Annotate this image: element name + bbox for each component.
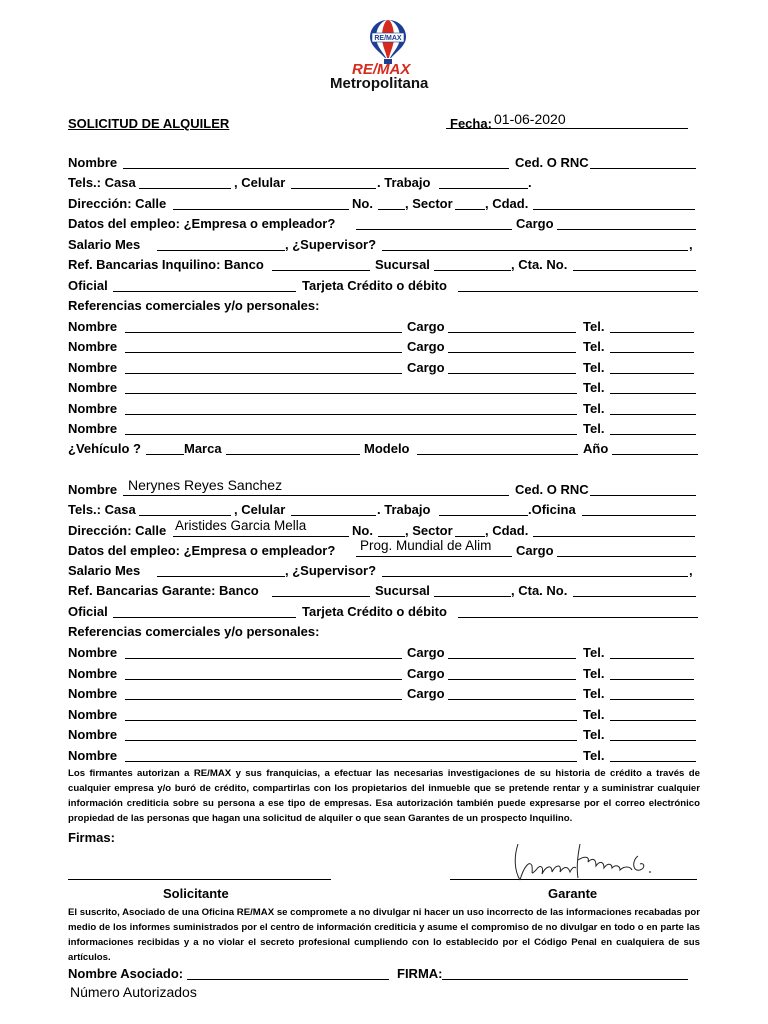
gar-cta-label: , Cta. No. — [511, 583, 568, 598]
nombre-asociado-field[interactable] — [187, 979, 389, 980]
inq-direccion-label: Dirección: Calle — [68, 196, 167, 211]
inq-ref4-tel-label: Tel. — [583, 380, 605, 395]
inq-celular-field[interactable] — [291, 188, 376, 189]
inq-referencias-heading: Referencias comerciales y/o personales: — [68, 298, 320, 313]
gar-ref5-nombre-label: Nombre — [68, 727, 118, 742]
gar-ref5-tel-field[interactable] — [610, 740, 696, 741]
nombre-asociado-label: Nombre Asociado: — [68, 966, 184, 981]
gar-casa-field[interactable] — [139, 515, 231, 516]
gar-salario-field[interactable] — [157, 576, 285, 577]
inq-ref6-tel-field[interactable] — [610, 434, 696, 435]
gar-ref4-tel-field[interactable] — [610, 720, 696, 721]
gar-ref3-tel-field[interactable] — [610, 699, 694, 700]
inq-ref3-cargo-label: Cargo — [407, 360, 445, 375]
inq-ref3-nombre-label: Nombre — [68, 360, 118, 375]
gar-ref2-cargo-label: Cargo — [407, 666, 445, 681]
gar-ced-label: Ced. O RNC — [515, 482, 589, 497]
inq-celular-label: , Celular — [234, 175, 286, 190]
brand-name: RE/MAX — [352, 61, 411, 78]
inq-cdad-field[interactable] — [533, 209, 695, 210]
inq-oficial-label: Oficial — [68, 278, 108, 293]
garante-signature — [500, 836, 660, 884]
gar-supervisor-label: , ¿Supervisor? — [285, 563, 377, 578]
gar-ref4-nombre-label: Nombre — [68, 707, 118, 722]
brand-subtitle: Metropolitana — [330, 75, 429, 92]
inq-casa-field[interactable] — [139, 188, 231, 189]
gar-no-field[interactable] — [378, 536, 405, 537]
numero-autorizados: Número Autorizados — [70, 984, 197, 1000]
inq-cdad-label: , Cdad. — [485, 196, 529, 211]
gar-empresa-field[interactable]: Prog. Mundial de Alim — [360, 538, 492, 553]
inq-nombre-label: Nombre — [68, 155, 118, 170]
gar-ref1-tel-label: Tel. — [583, 645, 605, 660]
inq-ref6-tel-label: Tel. — [583, 421, 605, 436]
gar-ced-field[interactable] — [590, 495, 696, 496]
inq-ref6-nombre-label: Nombre — [68, 421, 118, 436]
inq-cta-label: , Cta. No. — [511, 257, 568, 272]
gar-oficial-label: Oficial — [68, 604, 108, 619]
gar-trabajo-field[interactable] — [439, 515, 528, 516]
gar-supervisor-field[interactable] — [382, 576, 688, 577]
vehiculo-field[interactable] — [146, 454, 184, 455]
gar-ref6-nombre-field[interactable] — [125, 761, 577, 762]
anio-field[interactable] — [612, 454, 698, 455]
inq-trabajo-label: . Trabajo — [377, 175, 431, 190]
gar-tarjeta-field[interactable] — [458, 617, 698, 618]
inq-oficial-field[interactable] — [113, 291, 296, 292]
inq-tels-end: . — [528, 175, 532, 190]
gar-cargo-field[interactable] — [557, 556, 696, 557]
modelo-field[interactable] — [417, 454, 578, 455]
marca-field[interactable] — [226, 454, 360, 455]
gar-ref1-nombre-label: Nombre — [68, 645, 118, 660]
inq-ref5-nombre-field[interactable] — [125, 414, 577, 415]
gar-ref1-cargo-label: Cargo — [407, 645, 445, 660]
inq-salario-field[interactable] — [157, 250, 285, 251]
gar-celular-label: , Celular — [234, 502, 286, 517]
gar-ref3-tel-label: Tel. — [583, 686, 605, 701]
gar-oficina-field[interactable] — [582, 515, 696, 516]
inq-ref1-cargo-label: Cargo — [407, 319, 445, 334]
inq-ref1-nombre-label: Nombre — [68, 319, 118, 334]
inq-ref4-nombre-label: Nombre — [68, 380, 118, 395]
gar-direccion-label: Dirección: Calle — [68, 523, 167, 538]
gar-ref2-nombre-label: Nombre — [68, 666, 118, 681]
fecha-value[interactable]: 01-06-2020 — [494, 111, 566, 127]
gar-empleo-label: Datos del empleo: ¿Empresa o empleador? — [68, 543, 336, 558]
inq-ref5-tel-label: Tel. — [583, 401, 605, 416]
inq-ref1-cargo-field[interactable] — [448, 332, 576, 333]
gar-sucursal-label: Sucursal — [375, 583, 430, 598]
inq-tels-label: Tels.: Casa — [68, 175, 136, 190]
gar-oficina-label: .Oficina — [528, 502, 576, 517]
inq-ref4-tel-field[interactable] — [610, 393, 696, 394]
inq-ref2-tel-field[interactable] — [610, 352, 694, 353]
inq-ref-banco-label: Ref. Bancarias Inquilino: Banco — [68, 257, 264, 272]
gar-cdad-field[interactable] — [533, 536, 695, 537]
inq-supervisor-field[interactable] — [382, 250, 688, 251]
gar-ref6-tel-label: Tel. — [583, 748, 605, 763]
form-title: SOLICITUD DE ALQUILER — [68, 116, 230, 131]
gar-cargo-label: Cargo — [516, 543, 554, 558]
inq-ref3-nombre-field[interactable] — [125, 373, 402, 374]
firmas-label: Firmas: — [68, 830, 115, 845]
inq-ced-field[interactable] — [590, 168, 696, 169]
solicitante-label: Solicitante — [163, 886, 229, 901]
gar-sector-field[interactable] — [455, 536, 485, 537]
gar-salario-end: , — [689, 563, 693, 578]
gar-ref1-cargo-field[interactable] — [448, 658, 576, 659]
gar-sucursal-field[interactable] — [434, 596, 511, 597]
gar-trabajo-label: . Trabajo — [377, 502, 431, 517]
inq-trabajo-field[interactable] — [439, 188, 528, 189]
inq-cargo-label: Cargo — [516, 216, 554, 231]
inq-ref4-nombre-field[interactable] — [125, 393, 577, 394]
fecha-label: Fecha: — [450, 116, 492, 131]
fecha-underline — [446, 128, 688, 129]
gar-ref1-nombre-field[interactable] — [125, 658, 402, 659]
logo-wordmark: RE/MAX — [374, 35, 402, 42]
inq-ref2-nombre-label: Nombre — [68, 339, 118, 354]
inq-ref1-tel-label: Tel. — [583, 319, 605, 334]
gar-ref-banco-label: Ref. Bancarias Garante: Banco — [68, 583, 259, 598]
inq-ref3-tel-label: Tel. — [583, 360, 605, 375]
gar-ref5-nombre-field[interactable] — [125, 740, 577, 741]
inq-ref2-nombre-field[interactable] — [125, 352, 402, 353]
inq-sucursal-label: Sucursal — [375, 257, 430, 272]
inq-cta-field[interactable] — [573, 270, 696, 271]
gar-ref2-tel-label: Tel. — [583, 666, 605, 681]
inq-tarjeta-label: Tarjeta Crédito o débito — [302, 278, 447, 293]
inq-ref5-nombre-label: Nombre — [68, 401, 118, 416]
gar-nombre-field[interactable]: Nerynes Reyes Sanchez — [128, 477, 283, 493]
modelo-label: Modelo — [364, 441, 410, 456]
gar-ref4-nombre-field[interactable] — [125, 720, 577, 721]
inq-calle-field[interactable] — [173, 209, 349, 210]
gar-ref2-tel-field[interactable] — [610, 679, 694, 680]
remax-balloon-logo — [368, 18, 408, 66]
gar-sector-label: , Sector — [405, 523, 453, 538]
marca-label: Marca — [184, 441, 222, 456]
inq-empresa-field[interactable] — [356, 229, 512, 230]
gar-ref6-nombre-label: Nombre — [68, 748, 118, 763]
gar-nombre-label: Nombre — [68, 482, 118, 497]
gar-tels-label: Tels.: Casa — [68, 502, 136, 517]
inq-ref3-tel-field[interactable] — [610, 373, 694, 374]
inq-salario-label: Salario Mes — [68, 237, 141, 252]
inq-ref1-nombre-field[interactable] — [125, 332, 402, 333]
gar-tarjeta-label: Tarjeta Crédito o débito — [302, 604, 447, 619]
gar-calle-field[interactable]: Aristides Garcia Mella — [175, 518, 307, 533]
firma-field[interactable] — [442, 979, 688, 980]
gar-no-label: No. — [352, 523, 373, 538]
gar-referencias-heading: Referencias comerciales y/o personales: — [68, 624, 320, 639]
inq-ref1-tel-field[interactable] — [610, 332, 694, 333]
inq-banco-field[interactable] — [272, 270, 370, 271]
vehiculo-label: ¿Vehículo ? — [68, 441, 141, 456]
inq-empleo-label: Datos del empleo: ¿Empresa o empleador? — [68, 216, 336, 231]
gar-ref3-cargo-field[interactable] — [448, 699, 576, 700]
associate-commitment-paragraph: El suscrito, Asociado de una Oficina RE/MAX se compromete a no divulgar ni hacer un uso incorrecto de las informaciones recabadas por medio de los informes suministrados por el centro de información crediticia y asume el compromiso de no divulgar en todo o en parte las informaciones recibidas y a no violar el secreto profesional cumpliendo con lo establecido por el Código Penal en cualquiera de sus artículos. — [68, 907, 700, 963]
inq-sector-field[interactable] — [455, 209, 485, 210]
gar-calle-line — [173, 536, 349, 537]
inq-tarjeta-field[interactable] — [458, 291, 698, 292]
firma-label: FIRMA: — [397, 966, 443, 981]
gar-ref3-cargo-label: Cargo — [407, 686, 445, 701]
gar-ref2-cargo-field[interactable] — [448, 679, 576, 680]
gar-celular-field[interactable] — [291, 515, 376, 516]
gar-ref3-nombre-label: Nombre — [68, 686, 118, 701]
inq-sucursal-field[interactable] — [434, 270, 511, 271]
gar-nombre-line — [123, 495, 509, 496]
inq-supervisor-label: , ¿Supervisor? — [285, 237, 377, 252]
inq-no-field[interactable] — [378, 209, 405, 210]
gar-cdad-label: , Cdad. — [485, 523, 529, 538]
inq-ref5-tel-field[interactable] — [610, 414, 696, 415]
gar-cta-field[interactable] — [573, 596, 696, 597]
gar-ref1-tel-field[interactable] — [610, 658, 694, 659]
inq-nombre-field[interactable] — [123, 168, 509, 169]
gar-salario-label: Salario Mes — [68, 563, 141, 578]
inq-ref2-cargo-field[interactable] — [448, 352, 576, 353]
inq-salario-end: , — [689, 237, 693, 252]
gar-oficial-field[interactable] — [113, 617, 296, 618]
inq-sector-label: , Sector — [405, 196, 453, 211]
anio-label: Año — [583, 441, 609, 456]
gar-ref2-nombre-field[interactable] — [125, 679, 402, 680]
gar-empresa-line — [356, 556, 512, 557]
inq-cargo-field[interactable] — [557, 229, 696, 230]
inq-no-label: No. — [352, 196, 373, 211]
inq-ced-label: Ced. O RNC — [515, 155, 589, 170]
gar-ref5-tel-label: Tel. — [583, 727, 605, 742]
inq-ref2-cargo-label: Cargo — [407, 339, 445, 354]
authorization-paragraph: Los firmantes autorizan a RE/MAX y sus franquicias, a efectuar las necesarias investigaciones de su historia de crédito a través de cualquier empresa y/o buró de crédito, compartirlas con los propietarios del inmueble que se pretende rentar y a suministrar cualquier información crediticia sobre su persona a ese tipo de empresas. Esa autorización también puede expresarse por el correo electrónico propiedad de las personas que hagan una solicitud de alquiler o que sean Garantes de un prospecto Inquilino. — [68, 768, 700, 824]
inq-ref2-tel-label: Tel. — [583, 339, 605, 354]
garante-label: Garante — [548, 886, 598, 901]
inq-ref6-nombre-field[interactable] — [125, 434, 577, 435]
inq-ref3-cargo-field[interactable] — [448, 373, 576, 374]
solicitante-signature-line[interactable] — [68, 879, 331, 880]
gar-ref6-tel-field[interactable] — [610, 761, 696, 762]
gar-ref3-nombre-field[interactable] — [125, 699, 402, 700]
gar-ref4-tel-label: Tel. — [583, 707, 605, 722]
gar-banco-field[interactable] — [272, 596, 370, 597]
